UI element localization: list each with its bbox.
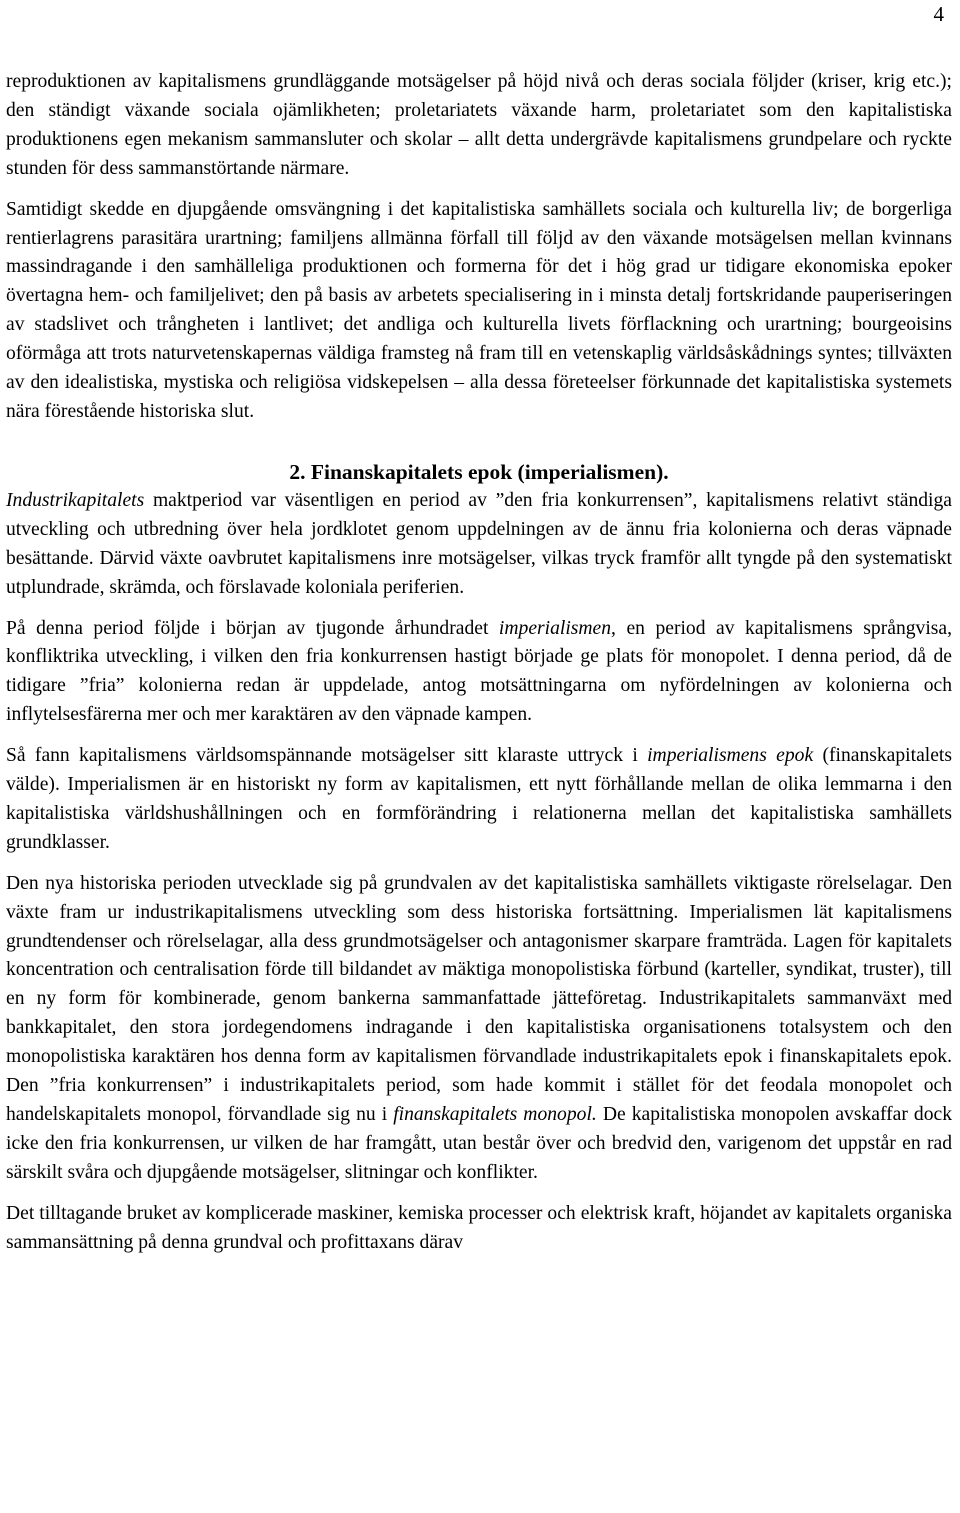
italic-term: finanskapitalets monopol. xyxy=(393,1104,597,1125)
paragraph-text: maktperiod var väsentligen en period av ”den fria konkurrensen”, kapitalismens relativt ständiga utveckling och utbredning över hela jordklotet genom uppdelningen av de ännu fria kolonierna och deras väpnade besättande. Därvid växte oavbrutet kapitalismens inre motsägelser, vilkas tryck framför allt tyngde på den systematiskt utplundrade, skrämda, och förslavade koloniala periferien. xyxy=(6,489,952,598)
italic-term: imperialismens epok xyxy=(647,745,814,767)
paragraph-text: Den nya historiska perioden utvecklade sig på grundvalen av det kapitalistiska samhällets viktigaste rörelselagar. Den växte fram ur industrikapitalismens utveckling som dess historiska fortsättning. Imperialismen lät kapitalismens grundtendenser och rörelselagar, alla dess grundmotsägelser och antagonismer skarpare framträda. Lagen för kapitalets koncentration och centralisation förde till bildandet av mäktiga monopolistiska förbund (karteller, syndikat, truster), till en ny form för kombinerade, genom bankerna sammanfattade jätteföretag. Industrikapitalets sammanväxt med bankkapitalet, den stora jordegendomens indragande i den kapitalistiska organisationens totalsystem och den monopolistiska karaktären hos denna form av kapitalismen förvandlade industrikapitalets epok i finanskapitalets epok. Den ”fria konkurrensen” i industrikapitalets period, som hade kommit i stället för det feodala monopolet och handelskapitalets monopol, förvandlade sig nu i xyxy=(6,872,952,1125)
document-body xyxy=(6,68,952,1258)
paragraph-6 xyxy=(6,870,952,1188)
paragraph-5 xyxy=(6,742,952,858)
page-number: 4 xyxy=(933,2,944,26)
paragraph-text: Så fann kapitalismens världsomspännande motsägelser sitt klaraste uttryck i xyxy=(6,745,648,767)
paragraph-4 xyxy=(6,615,952,731)
italic-term: Industrikapitalets xyxy=(6,489,145,511)
paragraph-text: (finanskapitalets välde). Imperialismen är en historiskt ny form av kapitalismen, ett nytt förhållande mellan de olika lemmarna i den kapitalistiska världshushållningen och en formförändring i relationerna mellan det kapitalistiska samhällets grundklasser. xyxy=(6,745,952,853)
paragraph-3 xyxy=(6,487,952,603)
paragraph-7: Det tilltagande bruket av komplicerade maskiner, kemiska processer och elektrisk kraft, höjandet av kapitalets organiska sammansättning på denna grundval och profittaxans därav xyxy=(6,1202,952,1253)
paragraph-text: På denna period följde i början av tjugonde århundradet xyxy=(6,617,499,639)
paragraph-text: De kapitalistiska monopolen avskaffar dock icke den fria konkurrensen, ur vilken de har framgått, utan består över och bredvid den, varigenom det uppstår en rad särskilt svåra och djupgående motsägelser, slitningar och konflikter. xyxy=(6,1104,952,1183)
paragraph-1: reproduktionen av kapitalismens grundläggande motsägelser på höjd nivå och deras sociala följder (kriser, krig etc.); den ständigt växande sociala ojämlikheten; proletariatets växande harm, proletariatet som den kapitalistiska produktionens egen mekanism sammansluter och skolar – allt detta undergrävde kapitalismens grundpelare och ryckte stunden för dess sammanstörtande närmare. xyxy=(6,71,952,179)
paragraph-text: , en period av kapitalismens språngvisa, konfliktrika utveckling, i vilken den fria konkurrensen hastigt började ge plats för monopolet. I denna period, då de tidigare ”fria” kolonierna redan är uppdelade, antog motsättningarna om nyfördelningen av kolonierna och inflytelsesfärerna mer och mer karaktären av den väpnade kampen. xyxy=(6,617,952,726)
section-heading: 2. Finanskapitalets epok (imperialismen). xyxy=(289,459,669,484)
paragraph-2: Samtidigt skedde en djupgående omsvängning i det kapitalistiska samhällets sociala och kulturella liv; de borgerliga rentierlagrens parasitära urartning; familjens allmänna förfall till följd av den växande motsägelsen mellan kvinnans massindragande i den samhälleliga produktionen och formerna för det i hög grad ur tidigare ekonomiska epoker övertagna hem- och familjelivet; den på basis av arbetets specialisering in i minsta detalj fortskridande pauperiseringen av stadslivet och trångheten i lantlivet; det andliga och kulturella livets förflackning och urartning; bourgeoisins oförmåga att trots naturvetenskapernas väldiga framsteg nå fram till en vetenskaplig världsåskådnings syntes; tillväxten av den idealistiska, mystiska och religiösa vidskepelsen – alla dessa företeelser förkunnade det kapitalistiska systemets nära förestående historiska slut. xyxy=(6,198,952,422)
italic-term: imperialismen xyxy=(498,617,612,639)
